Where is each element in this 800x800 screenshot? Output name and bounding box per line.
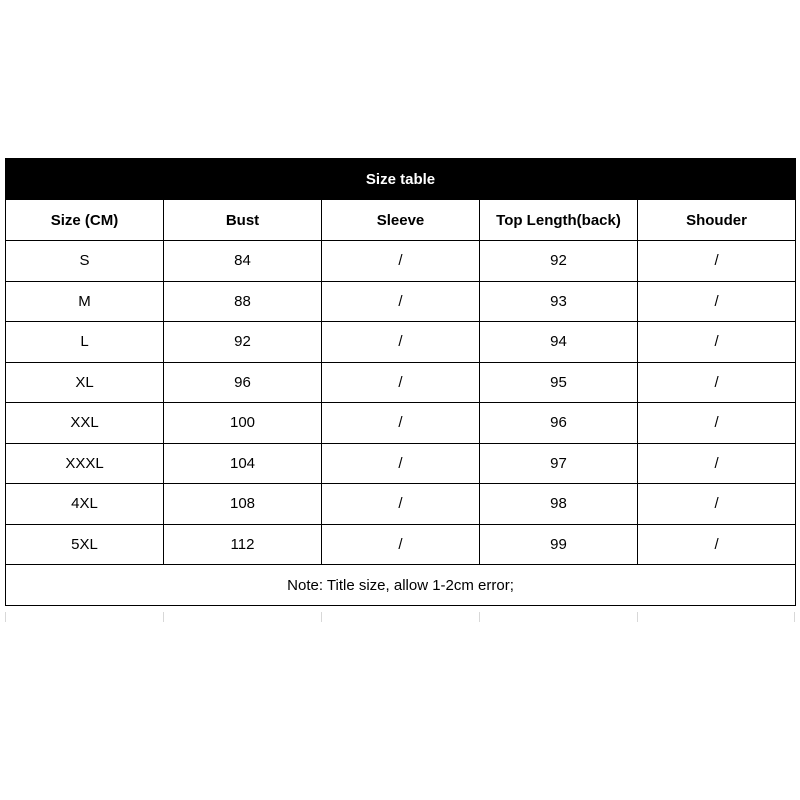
cell-top-length: 96 [480,403,638,444]
cell-shoulder: / [638,281,796,322]
table-row [6,362,796,403]
cell-shoulder: / [638,524,796,565]
cell-shoulder: / [638,362,796,403]
table-row [6,524,796,565]
cell-size: 4XL [6,484,164,525]
header-bust: Bust [164,200,322,241]
table-row [6,443,796,484]
table-row [6,322,796,363]
cell-top-length: 97 [480,443,638,484]
cell-top-length: 98 [480,484,638,525]
cell-bust: 92 [164,322,322,363]
cell-sleeve: / [322,281,480,322]
size-table-container [5,158,795,606]
cell-size: M [6,281,164,322]
table-title: Size table [6,159,796,200]
size-table [5,158,796,606]
gridline-stub [321,612,322,622]
cell-bust: 108 [164,484,322,525]
table-row [6,281,796,322]
table-row [6,484,796,525]
cell-sleeve: / [322,524,480,565]
table-row [6,403,796,444]
cell-top-length: 92 [480,241,638,282]
cell-size: XXL [6,403,164,444]
cell-sleeve: / [322,484,480,525]
cell-top-length: 93 [480,281,638,322]
header-size: Size (CM) [6,200,164,241]
cell-size: XL [6,362,164,403]
gridline-stub [479,612,480,622]
cell-top-length: 95 [480,362,638,403]
cell-size: XXXL [6,443,164,484]
gridline-stub [5,612,6,622]
cell-top-length: 94 [480,322,638,363]
cell-bust: 84 [164,241,322,282]
cell-bust: 100 [164,403,322,444]
table-note: Note: Title size, allow 1-2cm error; [6,565,796,606]
title-row [6,159,796,200]
cell-sleeve: / [322,362,480,403]
cell-shoulder: / [638,443,796,484]
cell-top-length: 99 [480,524,638,565]
cell-shoulder: / [638,484,796,525]
gridline-stub [163,612,164,622]
cell-bust: 88 [164,281,322,322]
cell-bust: 96 [164,362,322,403]
header-top-length: Top Length(back) [480,200,638,241]
cell-shoulder: / [638,241,796,282]
cell-sleeve: / [322,241,480,282]
gridline-stub [794,612,795,622]
gridline-stub [637,612,638,622]
cell-sleeve: / [322,443,480,484]
header-row [6,200,796,241]
cell-size: L [6,322,164,363]
table-row [6,241,796,282]
header-shoulder: Shouder [638,200,796,241]
cell-shoulder: / [638,322,796,363]
cell-sleeve: / [322,403,480,444]
note-row [6,565,796,606]
cell-size: 5XL [6,524,164,565]
cell-bust: 104 [164,443,322,484]
cell-sleeve: / [322,322,480,363]
faint-gridline-stubs [5,612,795,622]
header-sleeve: Sleeve [322,200,480,241]
cell-shoulder: / [638,403,796,444]
cell-bust: 112 [164,524,322,565]
cell-size: S [6,241,164,282]
